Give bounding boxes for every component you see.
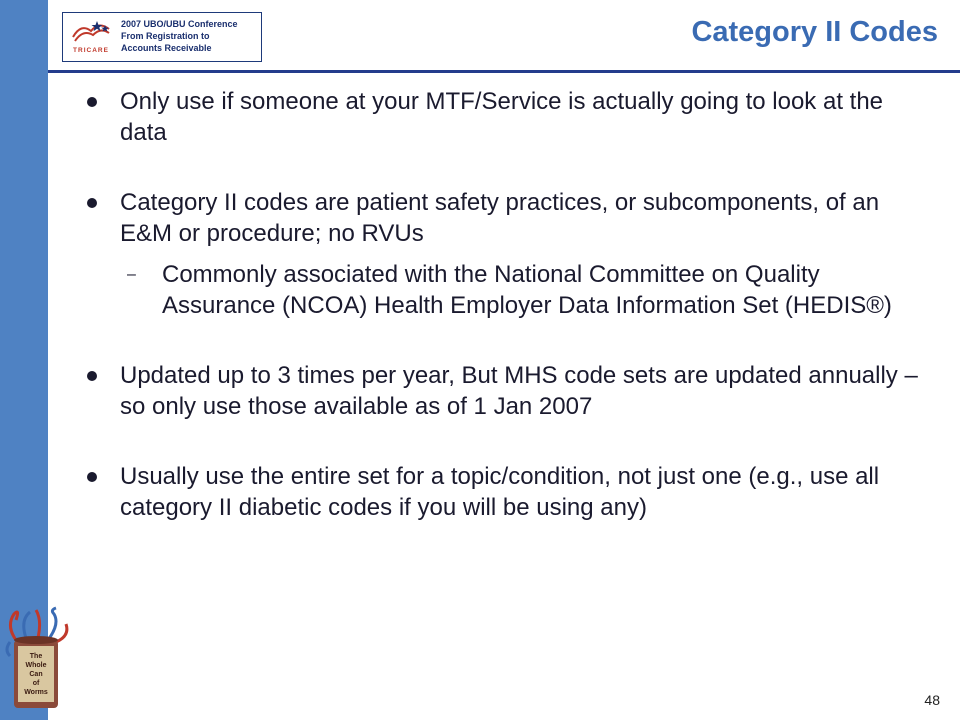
bullet-dot-icon [87, 371, 97, 381]
bullet-list [84, 86, 924, 523]
bullet-item [84, 360, 924, 422]
bullet-item [84, 187, 924, 249]
tricare-logo-text: TRICARE [73, 47, 109, 54]
page-number: 48 [924, 692, 940, 708]
conference-text [121, 18, 261, 54]
sub-bullet-text: Commonly associated with the National Committee on Quality Assurance (NCOA) Health Employer Data Information Set (HEDIS®) [162, 261, 892, 319]
sub-bullet-item [84, 259, 924, 321]
bullet-dot-icon [87, 97, 97, 107]
bullet-dot-icon [87, 198, 97, 208]
conference-badge [62, 12, 262, 62]
bullet-text: Usually use the entire set for a topic/condition, not just one (e.g., use all category II diabetic codes if you will be using any) [120, 463, 880, 521]
mascot-line-2: Whole [25, 662, 47, 669]
conference-line-3: Accounts Receivable [121, 43, 212, 53]
mascot-line-5: Worms [24, 689, 48, 696]
header-divider [48, 70, 960, 73]
tricare-logo-icon [67, 17, 115, 57]
bullet-item [84, 86, 924, 148]
conference-line-1: 2007 UBO/UBU Conference [121, 19, 238, 29]
bullet-text: Only use if someone at your MTF/Service is actually going to look at the data [120, 88, 884, 146]
mascot-line-3: Can [29, 671, 43, 678]
bullet-text: Updated up to 3 times per year, But MHS code sets are updated annually – so only use those available as of 1 Jan 2007 [120, 362, 918, 420]
can-of-worms-icon [2, 606, 74, 716]
bullet-text: Category II codes are patient safety practices, or subcomponents, of an E&M or procedure; no RVUs [120, 189, 880, 247]
slide-title: Category II Codes [691, 16, 938, 48]
mascot-line-1: The [29, 653, 43, 660]
bullet-item [84, 461, 924, 523]
bullet-dot-icon [87, 472, 97, 482]
conference-line-2: From Registration to [121, 31, 210, 41]
mascot-line-4: of [32, 680, 40, 687]
sub-bullet-dash-icon: – [127, 266, 136, 283]
